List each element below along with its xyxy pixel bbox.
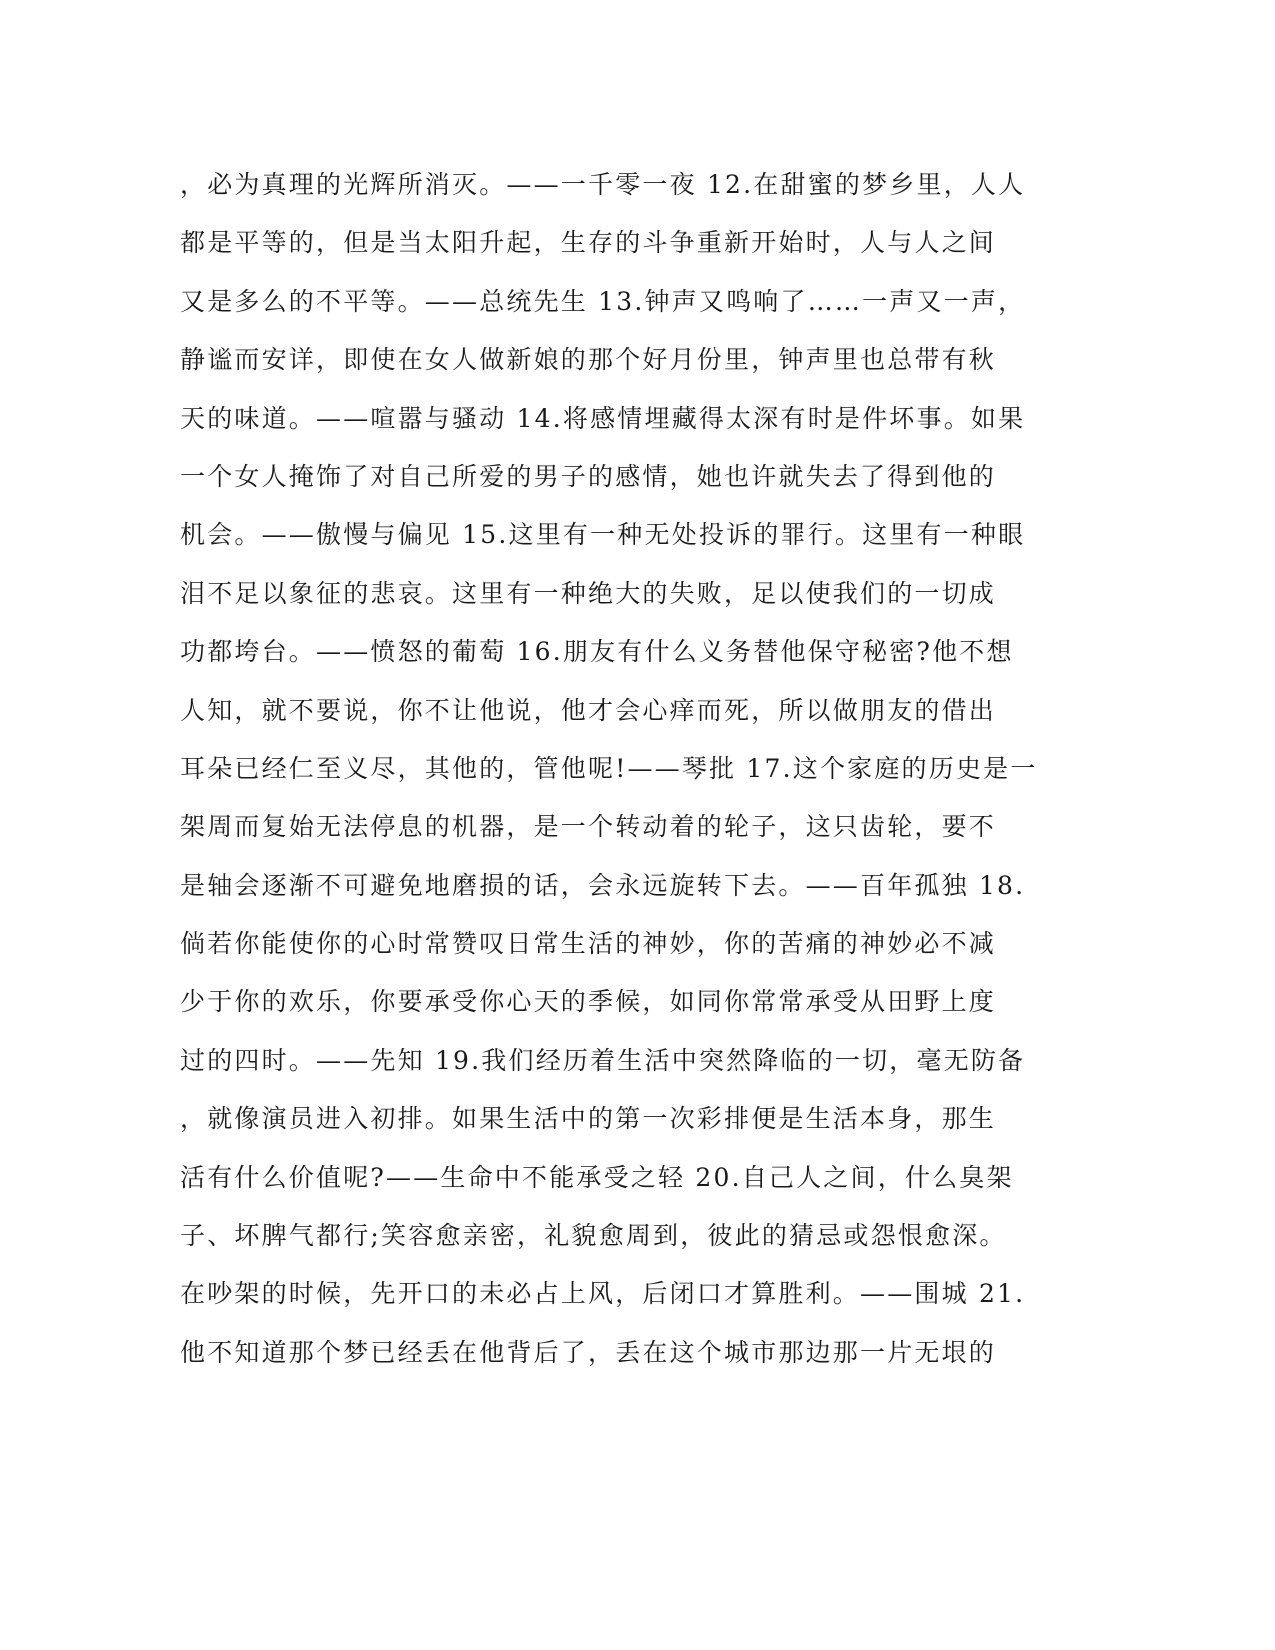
text-line: 过的四时。——先知 19.我们经历着生活中突然降临的一切，毫无防备 bbox=[180, 1045, 1026, 1075]
text-line: ，就像演员进入初排。如果生活中的第一次彩排便是生活本身，那生 bbox=[180, 1104, 997, 1134]
text-line: 泪不足以象征的悲哀。这里有一种绝大的失败，足以使我们的一切成 bbox=[180, 578, 997, 608]
text-line: 天的味道。——喧嚣与骚动 14.将感情埋藏得太深有时是件坏事。如果 bbox=[180, 403, 1026, 433]
text-line: ，必为真理的光辉所消灭。——一千零一夜 12.在甜蜜的梦乡里，人人 bbox=[180, 170, 1026, 199]
text-line: 倘若你能使你的心时常赞叹日常生活的神妙，你的苦痛的神妙必不减 bbox=[180, 929, 997, 959]
text-line: 功都垮台。——愤怒的葡萄 16.朋友有什么义务替他保守秘密?他不想 bbox=[180, 637, 1014, 667]
text-line: 人知，就不要说，你不让他说，他才会心痒而死，所以做朋友的借出 bbox=[180, 695, 997, 725]
body-text bbox=[180, 156, 1060, 1382]
text-line: 活有什么价值呢?——生命中不能承受之轻 20.自己人之间，什么臭架 bbox=[180, 1162, 1014, 1192]
text-line: 一个女人掩饰了对自己所爱的男子的感情，她也许就失去了得到他的 bbox=[180, 461, 997, 491]
text-line: 少于你的欢乐，你要承受你心天的季候，如同你常常承受从田野上度 bbox=[180, 987, 997, 1017]
text-line: 在吵架的时候，先开口的未必占上风，后闭口才算胜利。——围城 21. bbox=[180, 1279, 1026, 1309]
text-line: 机会。——傲慢与偏见 15.这里有一种无处投诉的罪行。这里有一种眼 bbox=[180, 520, 1026, 550]
text-line: 是轴会逐渐不可避免地磨损的话，会永远旋转下去。——百年孤独 18. bbox=[180, 870, 1026, 900]
text-line: 静谧而安详，即使在女人做新娘的那个好月份里，钟声里也总带有秋 bbox=[180, 345, 997, 375]
text-line: 耳朵已经仁至义尽，其他的，管他呢!——琴批 17.这个家庭的历史是一 bbox=[180, 753, 1038, 783]
text-line: 架周而复始无法停息的机器，是一个转动着的轮子，这只齿轮，要不 bbox=[180, 812, 997, 842]
text-line: 他不知道那个梦已经丢在他背后了，丢在这个城市那边那一片无垠的 bbox=[180, 1337, 997, 1367]
text-line: 都是平等的，但是当太阳升起，生存的斗争重新开始时，人与人之间 bbox=[180, 228, 997, 258]
text-line: 子、坏脾气都行;笑容愈亲密，礼貌愈周到，彼此的猜忌或怨恨愈深。 bbox=[180, 1221, 1007, 1251]
text-line: 又是多么的不平等。——总统先生 13.钟声又鸣响了……一声又一声， bbox=[180, 286, 1026, 316]
